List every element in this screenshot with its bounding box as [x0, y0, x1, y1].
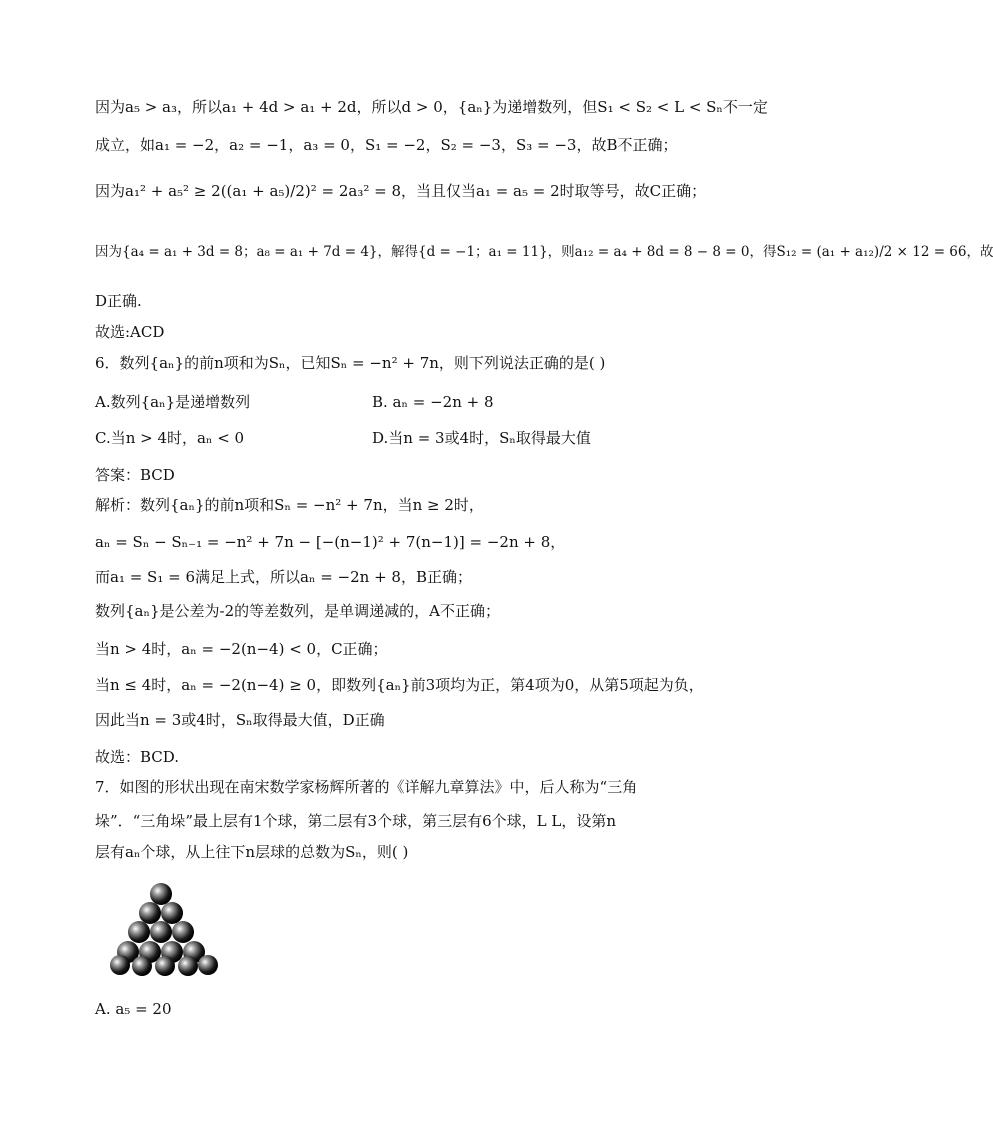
- q6-option-d: D.当n = 3或4时，Sₙ取得最大值: [372, 429, 591, 447]
- q6-option-b: B. aₙ = −2n + 8: [372, 393, 494, 411]
- q6-option-a: A.数列{aₙ}是递增数列: [95, 393, 251, 411]
- question-7-line-2: 垛”．“三角垛”最上层有1个球，第二层有3个球，第三层有6个球，L L，设第n: [95, 812, 616, 830]
- analysis-4: 数列{aₙ}是公差为-2的等差数列，是单调递减的，A不正确；: [95, 602, 500, 620]
- question-7-line-1: 7．如图的形状出现在南宋数学家杨辉所著的《详解九章算法》中，后人称为“三角: [95, 778, 638, 796]
- analysis-7: 因此当n = 3或4时，Sₙ取得最大值，D正确: [95, 711, 385, 729]
- q7-option-a: A. a₅ = 20: [95, 1000, 172, 1018]
- question-6: 6．数列{aₙ}的前n项和为Sₙ，已知Sₙ = −n² + 7n，则下列说法正确的是( ): [95, 354, 606, 372]
- analysis-2: aₙ = Sₙ − Sₙ₋₁ = −n² + 7n − [−(n−1)² + 7(n−1)] = −2n + 8，: [95, 533, 566, 551]
- pile-balls: [110, 883, 218, 976]
- line-2: 成立，如a₁ = −2，a₂ = −1，a₃ = 0，S₁ = −2，S₂ = −3，S₃ = −3，故B不正确；: [95, 136, 678, 154]
- analysis-6: 当n ≤ 4时，aₙ = −2(n−4) ≥ 0，即数列{aₙ}前3项均为正，第4项为0，从第5项起为负，: [95, 676, 704, 694]
- analysis-3: 而a₁ = S₁ = 6满足上式，所以aₙ = −2n + 8，B正确；: [95, 568, 472, 586]
- line-1: 因为a₅ > a₃，所以a₁ + 4d > a₁ + 2d，所以d > 0，{aₙ}为递增数列，但S₁ < S₂ < L < Sₙ不一定: [95, 98, 768, 116]
- choice-line: 故选：BCD.: [95, 748, 180, 766]
- triangular-pile-figure: [108, 880, 228, 980]
- line-6: 故选:ACD: [95, 323, 165, 341]
- q6-option-c: C.当n > 4时，aₙ < 0: [95, 429, 245, 447]
- line-5: D正确.: [95, 292, 142, 310]
- answer-line: 答案：BCD: [95, 466, 175, 484]
- analysis-5: 当n > 4时，aₙ = −2(n−4) < 0，C正确；: [95, 640, 388, 658]
- analysis-1: 解析：数列{aₙ}的前n项和Sₙ = −n² + 7n，当n ≥ 2时，: [95, 496, 484, 514]
- line-3: 因为a₁² + a₅² ≥ 2((a₁ + a₅)/2)² = 2a₃² = 8，当且仅当a₁ = a₅ = 2时取等号，故C正确；: [95, 182, 707, 200]
- question-7-line-3: 层有aₙ个球，从上往下n层球的总数为Sₙ，则( ): [95, 843, 409, 861]
- line-4: 因为{a₄ = a₁ + 3d = 8；a₈ = a₁ + 7d = 4}，解得{d = −1；a₁ = 11}，则a₁₂ = a₄ + 8d = 8 − 8 = 0，得S₁₂ = (a₁ + a₁₂)/2 × 12 = 66，故: [95, 244, 993, 260]
